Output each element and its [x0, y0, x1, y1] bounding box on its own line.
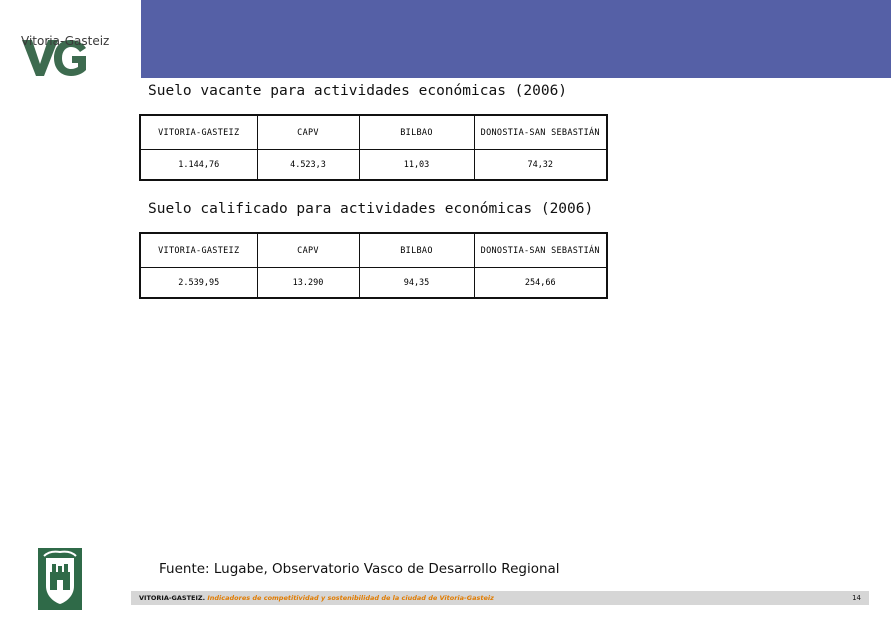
value-cell: 1.144,76 [140, 150, 257, 181]
vitoria-gasteiz-logo [18, 26, 138, 78]
table-row [140, 268, 607, 299]
header-cell: VITORIA-GASTEIZ [140, 233, 257, 268]
header-cell: CAPV [257, 115, 359, 150]
header-cell: DONOSTIA-SAN SEBASTIÁN [474, 115, 607, 150]
value-cell: 74,32 [474, 150, 607, 181]
footer-subtitle: Indicadores de competitividad y sostenibilidad de la ciudad de Vitoria-Gasteiz [207, 594, 494, 602]
header-cell: DONOSTIA-SAN SEBASTIÁN [474, 233, 607, 268]
header-cell: VITORIA-GASTEIZ [140, 115, 257, 150]
header-band [141, 0, 891, 78]
vacant-land-table [139, 114, 608, 181]
table2-title: Suelo calificado para actividades económicas (2006) [148, 201, 594, 217]
header-cell: CAPV [257, 233, 359, 268]
value-cell: 11,03 [359, 150, 474, 181]
qualified-land-table [139, 232, 608, 299]
page-number: 14 [852, 594, 861, 602]
table-header-row [140, 115, 607, 150]
table-row [140, 150, 607, 181]
footer-org: VITORIA-GASTEIZ. [139, 594, 206, 602]
source-note: Fuente: Lugabe, Observatorio Vasco de Desarrollo Regional [159, 561, 560, 577]
value-cell: 2.539,95 [140, 268, 257, 299]
city-coat-of-arms-icon [38, 548, 82, 610]
value-cell: 254,66 [474, 268, 607, 299]
value-cell: 94,35 [359, 268, 474, 299]
header-cell: BILBAO [359, 115, 474, 150]
footer-bar [131, 591, 869, 605]
logo-wordmark: Vitoria-Gasteiz [21, 34, 110, 48]
value-cell: 4.523,3 [257, 150, 359, 181]
table-header-row [140, 233, 607, 268]
footer-text [139, 594, 494, 602]
value-cell: 13.290 [257, 268, 359, 299]
header-cell: BILBAO [359, 233, 474, 268]
table1-title: Suelo vacante para actividades económicas (2006) [148, 83, 568, 99]
